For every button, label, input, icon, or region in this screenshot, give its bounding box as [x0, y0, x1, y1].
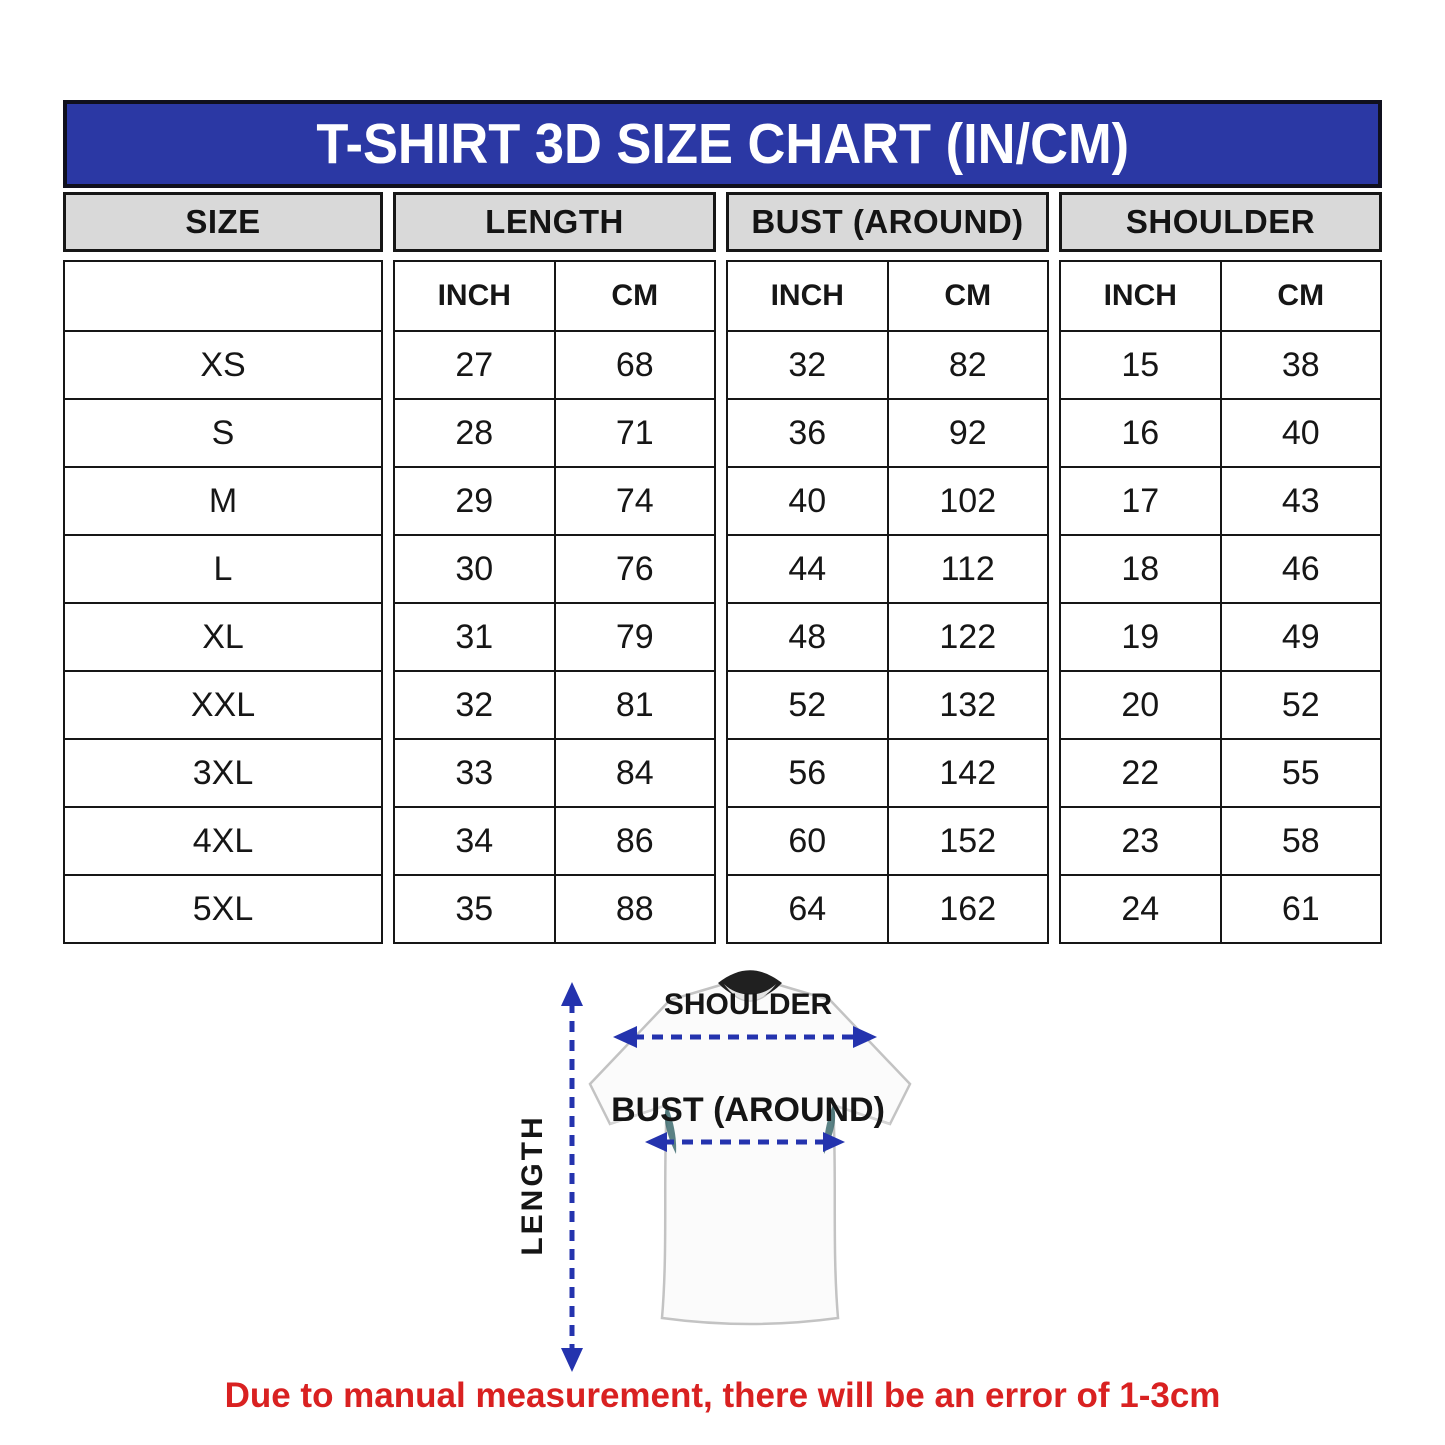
- length-arrow-head-top: [561, 982, 583, 1006]
- table-row: [727, 331, 1048, 399]
- table-row: [64, 535, 382, 603]
- value-cell: 142: [888, 739, 1049, 807]
- value-cell: 18: [1060, 535, 1221, 603]
- bust-grid: [726, 260, 1049, 944]
- table-row: [727, 535, 1048, 603]
- table-row: [394, 671, 715, 739]
- value-cell: 112: [888, 535, 1049, 603]
- table-row: [394, 535, 715, 603]
- value-cell: 84: [555, 739, 716, 807]
- value-cell: 33: [394, 739, 555, 807]
- chart-title-bar: [63, 100, 1382, 188]
- shoulder-grid: [1059, 260, 1382, 944]
- shoulder-arrow-head-left: [613, 1026, 637, 1048]
- column-group-length: [393, 192, 716, 944]
- value-cell: 43: [1221, 467, 1382, 535]
- bust-arrow-head-left: [645, 1132, 667, 1152]
- value-cell: 58: [1221, 807, 1382, 875]
- value-cell: 79: [555, 603, 716, 671]
- value-cell: 28: [394, 399, 555, 467]
- value-cell: 60: [727, 807, 888, 875]
- value-cell: 38: [1221, 331, 1382, 399]
- size-cell: L: [64, 535, 382, 603]
- table-row: [1060, 807, 1381, 875]
- table-row: [1060, 603, 1381, 671]
- unit-cell: INCH: [1060, 261, 1221, 331]
- column-header-size: SIZE: [63, 192, 383, 252]
- table-row: [394, 331, 715, 399]
- value-cell: 56: [727, 739, 888, 807]
- value-cell: 82: [888, 331, 1049, 399]
- value-cell: 61: [1221, 875, 1382, 943]
- value-cell: 40: [727, 467, 888, 535]
- table-row: [394, 399, 715, 467]
- table-row: [394, 807, 715, 875]
- table-row: [394, 875, 715, 943]
- value-cell: 52: [1221, 671, 1382, 739]
- size-cell: 3XL: [64, 739, 382, 807]
- table-row: [727, 467, 1048, 535]
- value-cell: 17: [1060, 467, 1221, 535]
- value-cell: 32: [394, 671, 555, 739]
- value-cell: 152: [888, 807, 1049, 875]
- value-cell: 27: [394, 331, 555, 399]
- column-group-shoulder: [1059, 192, 1382, 944]
- value-cell: 20: [1060, 671, 1221, 739]
- value-cell: 32: [727, 331, 888, 399]
- value-cell: 64: [727, 875, 888, 943]
- chart-title: T-SHIRT 3D SIZE CHART (IN/CM): [316, 112, 1129, 176]
- size-cell: S: [64, 399, 382, 467]
- unit-row: [727, 261, 1048, 331]
- size-cell: XS: [64, 331, 382, 399]
- size-table: [63, 192, 1382, 944]
- value-cell: 31: [394, 603, 555, 671]
- column-header-shoulder: SHOULDER: [1059, 192, 1382, 252]
- column-header-length: LENGTH: [393, 192, 716, 252]
- size-cell: XXL: [64, 671, 382, 739]
- unit-row: [64, 261, 382, 331]
- table-row: [1060, 671, 1381, 739]
- value-cell: 92: [888, 399, 1049, 467]
- table-row: [1060, 467, 1381, 535]
- value-cell: 162: [888, 875, 1049, 943]
- table-row: [1060, 739, 1381, 807]
- bust-label: BUST (AROUND): [611, 1091, 885, 1129]
- value-cell: 36: [727, 399, 888, 467]
- table-row: [727, 739, 1048, 807]
- table-row: [1060, 331, 1381, 399]
- shoulder-label: SHOULDER: [663, 988, 833, 1021]
- table-row: [64, 739, 382, 807]
- size-column-grid: [63, 260, 383, 944]
- tshirt-graphic: [590, 970, 910, 1324]
- table-row: [727, 807, 1048, 875]
- value-cell: 49: [1221, 603, 1382, 671]
- table-row: [1060, 875, 1381, 943]
- table-row: [1060, 535, 1381, 603]
- table-row: [64, 399, 382, 467]
- column-group-bust: [726, 192, 1049, 944]
- table-row: [727, 671, 1048, 739]
- unit-row: [394, 261, 715, 331]
- table-row: [394, 603, 715, 671]
- value-cell: 102: [888, 467, 1049, 535]
- value-cell: 35: [394, 875, 555, 943]
- value-cell: 122: [888, 603, 1049, 671]
- value-cell: 24: [1060, 875, 1221, 943]
- value-cell: 23: [1060, 807, 1221, 875]
- unit-cell: CM: [555, 261, 716, 331]
- value-cell: 71: [555, 399, 716, 467]
- length-arrow: [561, 982, 583, 1372]
- table-row: [1060, 399, 1381, 467]
- size-cell: 5XL: [64, 875, 382, 943]
- table-row: [394, 739, 715, 807]
- value-cell: 76: [555, 535, 716, 603]
- column-group-size: [63, 192, 383, 944]
- table-row: [727, 399, 1048, 467]
- value-cell: 29: [394, 467, 555, 535]
- unit-cell: CM: [888, 261, 1049, 331]
- value-cell: 44: [727, 535, 888, 603]
- tshirt-measurement-diagram: [500, 958, 970, 1383]
- value-cell: 22: [1060, 739, 1221, 807]
- unit-blank-cell: [64, 261, 382, 331]
- table-row: [64, 671, 382, 739]
- value-cell: 81: [555, 671, 716, 739]
- length-grid: [393, 260, 716, 944]
- unit-cell: INCH: [727, 261, 888, 331]
- size-cell: M: [64, 467, 382, 535]
- value-cell: 68: [555, 331, 716, 399]
- value-cell: 30: [394, 535, 555, 603]
- length-label: LENGTH: [516, 1114, 549, 1256]
- unit-cell: INCH: [394, 261, 555, 331]
- size-cell: 4XL: [64, 807, 382, 875]
- table-row: [64, 331, 382, 399]
- table-row: [394, 467, 715, 535]
- unit-row: [1060, 261, 1381, 331]
- value-cell: 19: [1060, 603, 1221, 671]
- measurement-note: Due to manual measurement, there will be an error of 1-3cm: [224, 1376, 1221, 1415]
- table-row: [64, 603, 382, 671]
- value-cell: 34: [394, 807, 555, 875]
- value-cell: 15: [1060, 331, 1221, 399]
- length-arrow-head-bottom: [561, 1348, 583, 1372]
- unit-cell: CM: [1221, 261, 1382, 331]
- table-row: [727, 603, 1048, 671]
- value-cell: 74: [555, 467, 716, 535]
- value-cell: 46: [1221, 535, 1382, 603]
- value-cell: 88: [555, 875, 716, 943]
- value-cell: 52: [727, 671, 888, 739]
- table-row: [64, 807, 382, 875]
- table-row: [64, 467, 382, 535]
- size-cell: XL: [64, 603, 382, 671]
- table-row: [64, 875, 382, 943]
- value-cell: 40: [1221, 399, 1382, 467]
- column-header-bust: BUST (AROUND): [726, 192, 1049, 252]
- value-cell: 16: [1060, 399, 1221, 467]
- value-cell: 48: [727, 603, 888, 671]
- value-cell: 132: [888, 671, 1049, 739]
- value-cell: 86: [555, 807, 716, 875]
- table-row: [727, 875, 1048, 943]
- value-cell: 55: [1221, 739, 1382, 807]
